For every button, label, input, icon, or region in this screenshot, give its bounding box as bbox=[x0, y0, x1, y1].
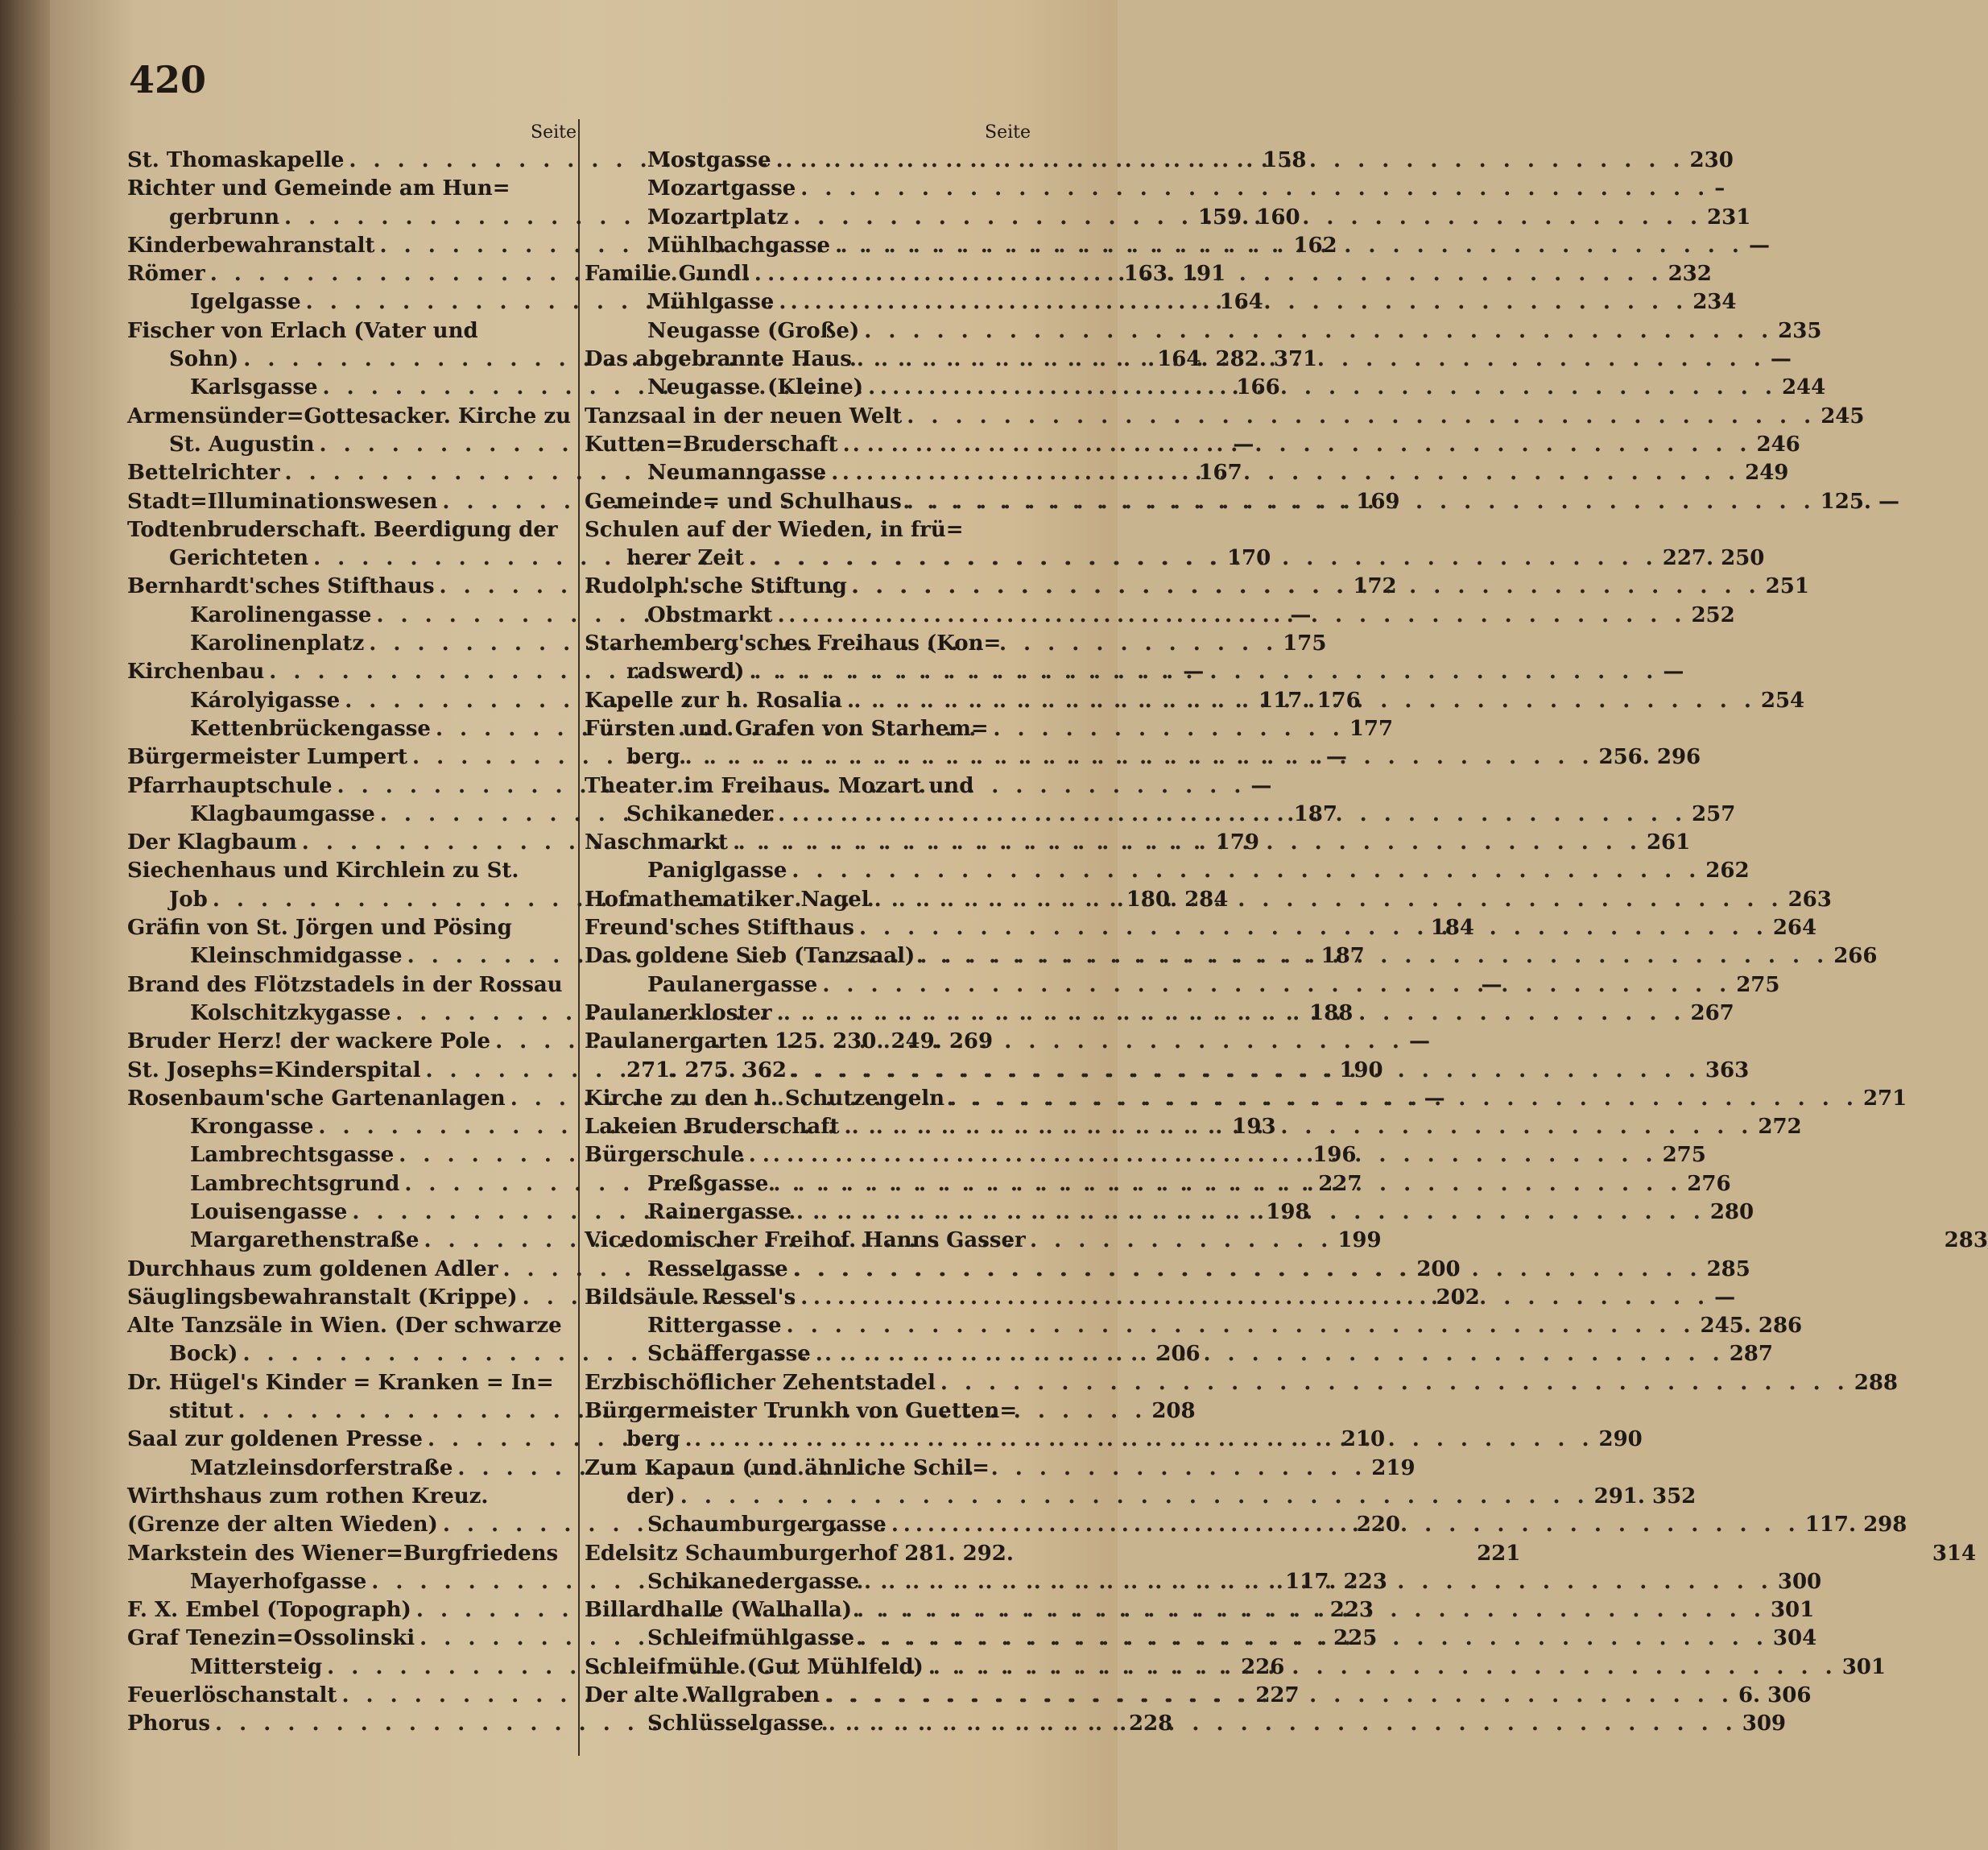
index-entry-page-ref: 223 bbox=[1329, 1598, 1374, 1623]
index-entry-label: Paulanergarten 125. 230. 249. 269 bbox=[585, 1029, 994, 1054]
leader-dots bbox=[771, 147, 1690, 175]
index-entry-label: St. Augustin bbox=[169, 432, 315, 457]
index-entry-label: herer Zeit bbox=[626, 546, 744, 571]
index-entry-label: Das goldene Sieb (Tanzsaal) bbox=[585, 944, 915, 969]
index-entry bbox=[585, 431, 1800, 459]
index-entry-page-ref: 231 bbox=[1707, 205, 1751, 230]
index-entry-label: Todtenbruderschaft. Beerdigung der bbox=[127, 517, 558, 542]
index-entry-label: Rudolph'sche Stiftung bbox=[585, 574, 847, 599]
index-entry-label: Durchhaus zum goldenen Adler bbox=[127, 1256, 498, 1281]
leader-dots bbox=[772, 999, 1691, 1028]
index-entry-page-ref: 184 bbox=[1430, 916, 1474, 941]
index-entry-label: Mozartgasse bbox=[647, 176, 796, 201]
leader-dots bbox=[796, 1284, 1714, 1312]
index-entry-label: 271. 275. 362 bbox=[626, 1057, 787, 1082]
leader-dots bbox=[744, 544, 1663, 573]
index-entry-label: Markstein des Wiener=Burgfriedens bbox=[127, 1541, 559, 1566]
index-entry-page-ref: 117. 298 bbox=[1804, 1513, 1907, 1538]
index-entry-page-ref: 227. 250 bbox=[1662, 546, 1765, 571]
index-entry-label: Saal zur goldenen Presse bbox=[127, 1427, 423, 1452]
leader-dots bbox=[787, 1057, 1705, 1085]
index-entry-label: Fürsten und Grafen von Starhem= bbox=[585, 716, 989, 741]
index-entry bbox=[585, 630, 1031, 658]
index-entry-label: Paulanerkloster bbox=[585, 1000, 772, 1025]
index-entry-page-ref: 363 bbox=[1705, 1057, 1750, 1082]
leader-dots bbox=[944, 1085, 1863, 1113]
leader-dots bbox=[680, 743, 1599, 772]
index-entry-page-ref: 275 bbox=[1662, 1143, 1706, 1168]
index-entry-page-ref: — bbox=[1663, 660, 1684, 685]
index-entry-label: Resselgasse bbox=[647, 1256, 788, 1281]
index-entry-label: Schleifmühle (Gut Mühlfeld) bbox=[585, 1654, 924, 1679]
leader-dots bbox=[676, 1483, 1594, 1511]
index-entry-label: Gräfin von St. Jörgen und Pösing bbox=[127, 916, 512, 941]
index-entry-page-ref: 249 bbox=[1745, 461, 1789, 486]
leader-dots bbox=[852, 346, 1771, 374]
index-entry-label: Schleifmühlgasse bbox=[647, 1626, 855, 1651]
leader-dots bbox=[847, 573, 1766, 601]
index-entry-page-ref: 180. 284 bbox=[1126, 887, 1229, 912]
index-entry-page-ref: 198 bbox=[1266, 1199, 1310, 1224]
index-entry-page-ref: 283 bbox=[1944, 1228, 1988, 1253]
index-entry-label: Bruder Herz! der wackere Pole bbox=[127, 1029, 491, 1054]
index-entry-page-ref: 164. 282. 371 bbox=[1157, 347, 1318, 372]
index-entry-page-ref: 261 bbox=[1646, 830, 1691, 855]
index-entry-page-ref: 300 bbox=[1777, 1569, 1822, 1594]
leader-dots bbox=[774, 288, 1692, 317]
index-entry-page-ref: — bbox=[1183, 660, 1205, 685]
leader-dots bbox=[744, 1141, 1663, 1169]
index-entry-label: Bürgermeister Lumpert bbox=[127, 745, 407, 770]
index-entry-label: radswerd) bbox=[626, 660, 745, 685]
index-entry bbox=[585, 317, 1822, 346]
index-entry-label: Vicedomischer Freihof. Hanns Gasser bbox=[585, 1228, 1026, 1253]
leader-dots bbox=[782, 1312, 1701, 1340]
index-entry-page-ref: 188 bbox=[1309, 1000, 1354, 1025]
index-entry-label: Naschmarkt bbox=[585, 830, 729, 855]
index-entry-page-ref: 225 bbox=[1333, 1626, 1378, 1651]
index-entry bbox=[127, 1483, 577, 1511]
index-entry-label: F. X. Embel (Topograph) bbox=[127, 1598, 411, 1623]
leader-dots bbox=[863, 374, 1782, 402]
index-entry-label: Bürgermeister Trunkh von Guetten= bbox=[585, 1399, 1018, 1424]
leader-dots bbox=[750, 260, 1668, 288]
leader-dots bbox=[830, 232, 1749, 260]
index-entry-page-ref: 235 bbox=[1778, 318, 1822, 343]
index-entry-label: Mühlgasse bbox=[647, 290, 775, 315]
index-entry-label: Erzbischöflicher Zehentstadel bbox=[585, 1370, 936, 1395]
leader-dots bbox=[788, 204, 1707, 232]
index-entry bbox=[585, 516, 1031, 544]
index-entry-page-ref: 314 bbox=[1932, 1541, 1977, 1566]
index-entry bbox=[585, 602, 1735, 630]
index-entry-page-ref: 257 bbox=[1692, 801, 1736, 826]
page-number: 420 bbox=[129, 58, 207, 101]
index-entry-page-ref: 158 bbox=[1263, 148, 1307, 172]
leader-dots bbox=[936, 1369, 1854, 1397]
index-entry-label: Feuerlöschanstalt bbox=[127, 1683, 337, 1708]
index-entry-label: Job bbox=[169, 887, 208, 912]
leader-dots bbox=[680, 1426, 1599, 1454]
index-entry-label: Graf Tenezin=Ossolinski bbox=[127, 1626, 415, 1651]
index-entry-page-ref: — bbox=[1233, 432, 1254, 457]
index-entry-label: Mittersteig bbox=[190, 1654, 323, 1679]
index-entry-page-ref: 285 bbox=[1706, 1256, 1750, 1281]
index-entry-page-ref: — bbox=[1325, 745, 1347, 770]
index-entry-label: Römer bbox=[127, 262, 205, 287]
index-entry-label: der) bbox=[626, 1484, 676, 1509]
index-entry-label: Bettelrichter bbox=[127, 461, 280, 486]
leader-dots bbox=[838, 431, 1757, 459]
index-entry-label: Mostgasse bbox=[647, 148, 771, 172]
index-entry-label: Schikanedergasse bbox=[647, 1569, 859, 1594]
leader-dots bbox=[826, 459, 1745, 487]
index-entry-label: Der Klagbaum bbox=[127, 830, 297, 855]
index-entry bbox=[127, 516, 577, 544]
index-entry-label: Neumanngasse bbox=[647, 461, 827, 486]
index-entry-page-ref: 246 bbox=[1756, 432, 1800, 457]
index-entry-label: stitut bbox=[169, 1399, 234, 1424]
index-entry-page-ref: 275 bbox=[1736, 972, 1780, 997]
index-entry-label: Margarethenstraße bbox=[190, 1228, 420, 1253]
index-entry-label: St. Thomaskapelle bbox=[127, 148, 345, 172]
index-entry-page-ref: 163. 191 bbox=[1123, 262, 1226, 287]
index-entry-label: Freund'sches Stifthaus bbox=[585, 916, 854, 941]
index-entry-label: Matzleinsdorferstraße bbox=[190, 1455, 453, 1480]
leader-dots bbox=[902, 488, 1821, 516]
leader-dots bbox=[773, 602, 1692, 630]
index-entry-page-ref: 177 bbox=[1349, 716, 1394, 741]
index-entry-page-ref: 301 bbox=[1841, 1654, 1886, 1679]
index-entry-label: Phorus bbox=[127, 1711, 211, 1736]
index-entry-page-ref: 199 bbox=[1337, 1228, 1382, 1253]
index-entry-page-ref: 210 bbox=[1341, 1427, 1386, 1452]
index-entry-page-ref: 304 bbox=[1772, 1626, 1817, 1651]
index-entry-label: Kettenbrückengasse bbox=[190, 716, 431, 741]
index-entry-page-ref: 228 bbox=[1128, 1711, 1173, 1736]
index-entry-page-ref: 256. 296 bbox=[1598, 745, 1701, 770]
index-entry-page-ref: 262 bbox=[1705, 859, 1750, 884]
index-entry-page-ref: 266 bbox=[1833, 944, 1878, 969]
index-entry-label: Tanzsaal in der neuen Welt bbox=[585, 404, 903, 428]
index-entry-page-ref: 187 bbox=[1293, 801, 1337, 826]
index-entry bbox=[585, 1397, 1031, 1426]
index-entry-label: Mozartplatz bbox=[647, 205, 789, 230]
index-entry-page-ref: 206 bbox=[1156, 1342, 1201, 1367]
index-entry-label: berg bbox=[626, 745, 680, 770]
index-entry-page-ref: 172 bbox=[1353, 574, 1397, 599]
index-entry-page-ref: 175 bbox=[1283, 631, 1327, 656]
index-entry-page-ref: 200 bbox=[1416, 1256, 1461, 1281]
index-entry-page-ref: 264 bbox=[1772, 916, 1817, 941]
index-entry-label: Sohn) bbox=[169, 347, 239, 372]
index-entry-label: Bildsäule Ressel's bbox=[585, 1285, 796, 1310]
index-entry-page-ref: – bbox=[1714, 176, 1726, 201]
index-entry bbox=[585, 715, 1031, 743]
index-entry-page-ref: — bbox=[1424, 1086, 1445, 1111]
index-entry-page-ref: — bbox=[1748, 233, 1770, 258]
seite-header-right: Seite bbox=[985, 122, 1031, 143]
index-entry-page-ref: 271 bbox=[1862, 1086, 1907, 1111]
index-entry-label: Brand des Flötzstadels in der Rossau bbox=[127, 972, 563, 997]
index-entry bbox=[127, 175, 577, 203]
index-entry-label: Wirthshaus zum rothen Kreuz. bbox=[127, 1484, 489, 1509]
index-entry-page-ref: 230 bbox=[1689, 148, 1734, 172]
index-entry-page-ref: 125. — bbox=[1820, 489, 1900, 514]
index-entry-label: Kolschitzkygasse bbox=[190, 1000, 391, 1025]
leader-dots bbox=[859, 317, 1778, 346]
index-entry-label: Familie Gundl bbox=[585, 262, 750, 287]
index-entry-page-ref: 220 bbox=[1356, 1513, 1400, 1538]
leader-dots bbox=[842, 687, 1761, 715]
index-entry-page-ref: 227 bbox=[1255, 1683, 1300, 1708]
index-entry-page-ref: — bbox=[1770, 347, 1792, 372]
index-entry-page-ref: 221 bbox=[1477, 1541, 1521, 1566]
index-entry-label: Das abgebrannte Haus bbox=[585, 347, 852, 372]
index-entry-label: Karlsgasse bbox=[190, 375, 318, 400]
index-entry-label: Karolinengasse bbox=[190, 602, 372, 627]
index-entry-page-ref: 169 bbox=[1356, 489, 1400, 514]
index-entry-label: (Grenze der alten Wieden) bbox=[127, 1513, 438, 1538]
index-entry bbox=[585, 743, 1701, 772]
index-entry bbox=[585, 658, 1684, 686]
leader-dots bbox=[811, 1340, 1730, 1368]
index-entry-label: Starhemberg'sches Freihaus (Kon= bbox=[585, 631, 1002, 656]
index-entry bbox=[585, 403, 1865, 431]
index-entry-page-ref: 291. 352 bbox=[1593, 1484, 1697, 1509]
seite-header-left: Seite bbox=[531, 122, 577, 143]
index-entry-page-ref: 251 bbox=[1765, 574, 1809, 599]
leader-dots bbox=[852, 1596, 1771, 1624]
index-entry-label: Gerichteten bbox=[169, 546, 309, 571]
index-entry-label: Bock) bbox=[169, 1342, 238, 1367]
index-entry-label: Bürgerschule bbox=[585, 1143, 744, 1168]
index-entry-label: Karolinenplatz bbox=[190, 631, 365, 656]
index-entry-label: Gemeinde= und Schulhaus bbox=[585, 489, 902, 514]
index-entry bbox=[127, 1312, 577, 1340]
leader-dots bbox=[854, 1624, 1773, 1653]
index-entry-page-ref: — bbox=[1250, 773, 1272, 798]
index-entry-page-ref: 280 bbox=[1709, 1199, 1754, 1224]
index-entry bbox=[585, 1369, 1899, 1397]
index-entry-label: Károlyigasse bbox=[190, 688, 341, 713]
index-entry-label: Hofmathematiker Nagel bbox=[585, 887, 870, 912]
index-entry-label: Der alte Wallgraben bbox=[585, 1683, 820, 1708]
index-entry-label: Obstmarkt bbox=[647, 602, 773, 627]
index-entry-label: berg bbox=[626, 1427, 680, 1452]
index-entry-label: Stadt=Illuminationswesen bbox=[127, 489, 438, 514]
index-entry bbox=[585, 1483, 1697, 1511]
index-entry-label: Edelsitz Schaumburgerhof 281. 292. bbox=[585, 1541, 1014, 1566]
index-entry-label: Rosenbaum'sche Gartenanlagen bbox=[127, 1086, 506, 1111]
index-entry-label: Kapelle zur h. Rosalia bbox=[585, 688, 842, 713]
leader-dots bbox=[791, 1198, 1710, 1227]
index-entry-label: Alte Tanzsäle in Wien. (Der schwarze bbox=[127, 1314, 562, 1339]
index-entry-page-ref: 159. 160 bbox=[1197, 205, 1300, 230]
index-entry bbox=[585, 1028, 1031, 1056]
index-entry-label: Kinderbewahranstalt bbox=[127, 233, 375, 258]
index-entry-label: Preßgasse bbox=[647, 1171, 769, 1196]
index-entry-page-ref: — bbox=[1408, 1029, 1430, 1054]
index-entry-label: Dr. Hügel's Kinder = Kranken = In= bbox=[127, 1370, 554, 1395]
leader-dots bbox=[773, 801, 1692, 829]
index-entry bbox=[585, 857, 1750, 885]
index-entry-label: Fischer von Erlach (Vater und bbox=[127, 318, 478, 343]
index-entry-label: Lambrechtsgrund bbox=[190, 1171, 400, 1196]
leader-dots bbox=[902, 403, 1821, 431]
leader-dots bbox=[768, 1170, 1687, 1198]
index-entry-label: Theater im Freihaus. Mozart und bbox=[585, 773, 974, 798]
index-entry-page-ref: 267 bbox=[1690, 1000, 1734, 1025]
index-entry-label: Mühlbachgasse bbox=[647, 233, 831, 258]
leader-dots bbox=[817, 971, 1736, 999]
index-entry-label: Säuglingsbewahranstalt (Krippe) bbox=[127, 1285, 518, 1310]
index-entry-label: Neugasse (Kleine) bbox=[647, 375, 864, 400]
index-entry-label: Schikaneder bbox=[626, 801, 774, 826]
index-entry bbox=[585, 175, 1726, 203]
leader-dots bbox=[870, 886, 1788, 914]
index-entry bbox=[585, 1085, 1907, 1113]
index-entry-label: Siechenhaus und Kirchlein zu St. bbox=[127, 859, 519, 884]
index-entry-page-ref: 234 bbox=[1692, 290, 1737, 315]
index-entry bbox=[127, 317, 577, 346]
index-entry-label: Billardhalle (Walhalla) bbox=[585, 1598, 853, 1623]
index-entry bbox=[127, 403, 577, 431]
leader-dots bbox=[788, 1256, 1707, 1284]
index-entry-page-ref: — bbox=[1481, 972, 1502, 997]
index-entry-page-ref: 226 bbox=[1241, 1654, 1285, 1679]
index-entry bbox=[585, 772, 1031, 801]
index-entry-label: Schulen auf der Wieden, in frü= bbox=[585, 517, 964, 542]
index-entry-label: Richter und Gemeinde am Hun= bbox=[127, 176, 510, 201]
index-entry-page-ref: 190 bbox=[1339, 1057, 1383, 1082]
book-spine-shadow bbox=[0, 0, 50, 1850]
index-entry-page-ref: 179 bbox=[1215, 830, 1259, 855]
index-entry-page-ref: 170 bbox=[1226, 546, 1271, 571]
index-entry-label: Paulanergasse bbox=[647, 972, 818, 997]
index-entry-page-ref: 167 bbox=[1198, 461, 1242, 486]
index-entry-label: Mayerhofgasse bbox=[190, 1569, 367, 1594]
index-entry-label: Neugasse (Große) bbox=[647, 318, 860, 343]
index-entry-page-ref: 193 bbox=[1232, 1115, 1276, 1140]
index-entry-label: Pfarrhauptschule bbox=[127, 773, 333, 798]
leader-dots bbox=[820, 1682, 1738, 1710]
index-entry-page-ref: 244 bbox=[1781, 375, 1826, 400]
leader-dots bbox=[859, 1568, 1778, 1596]
index-entry-label: Schlüsselgasse bbox=[647, 1711, 824, 1736]
index-entry-label: Kirche zu den h. Schutzengeln bbox=[585, 1086, 945, 1111]
index-entry-label: St. Josephs=Kinderspital bbox=[127, 1057, 421, 1082]
index-entry-page-ref: 6. 306 bbox=[1738, 1683, 1812, 1708]
index-entry-page-ref: 187 bbox=[1321, 944, 1365, 969]
index-entry-page-ref: 162 bbox=[1293, 233, 1337, 258]
index-entry-page-ref: 202 bbox=[1436, 1285, 1480, 1310]
index-entry-page-ref: 301 bbox=[1770, 1598, 1815, 1623]
index-entry-page-ref: 287 bbox=[1729, 1342, 1773, 1367]
index-entry-label: Rittergasse bbox=[647, 1314, 782, 1339]
index-entry-page-ref: 219 bbox=[1371, 1455, 1416, 1480]
index-entry-label: Igelgasse bbox=[190, 290, 301, 315]
leader-dots bbox=[744, 658, 1663, 686]
index-entry-label: Schäffergasse bbox=[647, 1342, 811, 1367]
index-entry-label: Armensünder=Gottesacker. Kirche zu bbox=[127, 404, 572, 428]
index-entry-page-ref: 232 bbox=[1668, 262, 1712, 287]
index-entry-page-ref: 288 bbox=[1854, 1370, 1899, 1395]
index-entry-label: Kleinschmidgasse bbox=[190, 944, 403, 969]
index-entry-page-ref: 272 bbox=[1758, 1115, 1802, 1140]
index-entry bbox=[127, 1369, 577, 1397]
index-entry bbox=[585, 1455, 1031, 1483]
index-entry-label: Bernhardt'sches Stifthaus bbox=[127, 574, 435, 599]
index-entry-label: Zum Kapaun (und ähnliche Schil= bbox=[585, 1455, 990, 1480]
index-entry-label: Lambrechtsgasse bbox=[190, 1143, 395, 1168]
index-entry-label: Rainergasse bbox=[647, 1199, 791, 1224]
index-entry-page-ref: 252 bbox=[1691, 602, 1735, 627]
index-entry-page-ref: 196 bbox=[1312, 1143, 1357, 1168]
index-entry-page-ref: 166 bbox=[1236, 375, 1280, 400]
index-entry-label: Kutten=Bruderschaft bbox=[585, 432, 838, 457]
index-entry-page-ref: — bbox=[1290, 602, 1312, 627]
index-entry-page-ref: 276 bbox=[1687, 1171, 1731, 1196]
index-entry-label: Paniglgasse bbox=[647, 859, 787, 884]
index-entry bbox=[127, 857, 577, 885]
index-entry-label: gerbrunn bbox=[169, 205, 280, 230]
index-entry-page-ref: 263 bbox=[1788, 887, 1832, 912]
index-entry-label: Kirchenbau bbox=[127, 660, 265, 685]
index-entry-page-ref: 245 bbox=[1821, 404, 1865, 428]
index-entry-label: Krongasse bbox=[190, 1115, 314, 1140]
index-entry bbox=[585, 1312, 1803, 1340]
leader-dots bbox=[854, 914, 1773, 942]
index-entry-page-ref: — bbox=[1714, 1285, 1736, 1310]
index-entry-page-ref: 254 bbox=[1760, 688, 1805, 713]
index-entry-page-ref: 208 bbox=[1151, 1399, 1196, 1424]
leader-dots bbox=[824, 1710, 1742, 1738]
leader-dots bbox=[924, 1653, 1842, 1682]
index-entry-page-ref: 227 bbox=[1318, 1171, 1362, 1196]
index-entry-page-ref: 117. 223 bbox=[1285, 1569, 1387, 1594]
index-entry-page-ref: 117. 176 bbox=[1259, 688, 1361, 713]
leader-dots bbox=[915, 942, 1833, 971]
index-entry-label: Louisengasse bbox=[190, 1199, 348, 1224]
index-entry-label: Schaumburgergasse bbox=[647, 1513, 887, 1538]
leader-dots bbox=[796, 175, 1714, 203]
index-entry-label: Lakeien Bruderschaft bbox=[585, 1115, 840, 1140]
index-entry bbox=[585, 971, 1780, 999]
leader-dots bbox=[728, 829, 1647, 857]
index-entry-label: Klagbaumgasse bbox=[190, 801, 375, 826]
leader-dots bbox=[887, 1511, 1805, 1539]
leader-dots bbox=[839, 1113, 1758, 1141]
index-entry-page-ref: 164 bbox=[1219, 290, 1263, 315]
index-entry-page-ref: 309 bbox=[1742, 1711, 1787, 1736]
leader-dots bbox=[787, 857, 1705, 885]
index-entry-page-ref: 245. 286 bbox=[1700, 1314, 1803, 1339]
index-entry-page-ref: 290 bbox=[1598, 1427, 1643, 1452]
